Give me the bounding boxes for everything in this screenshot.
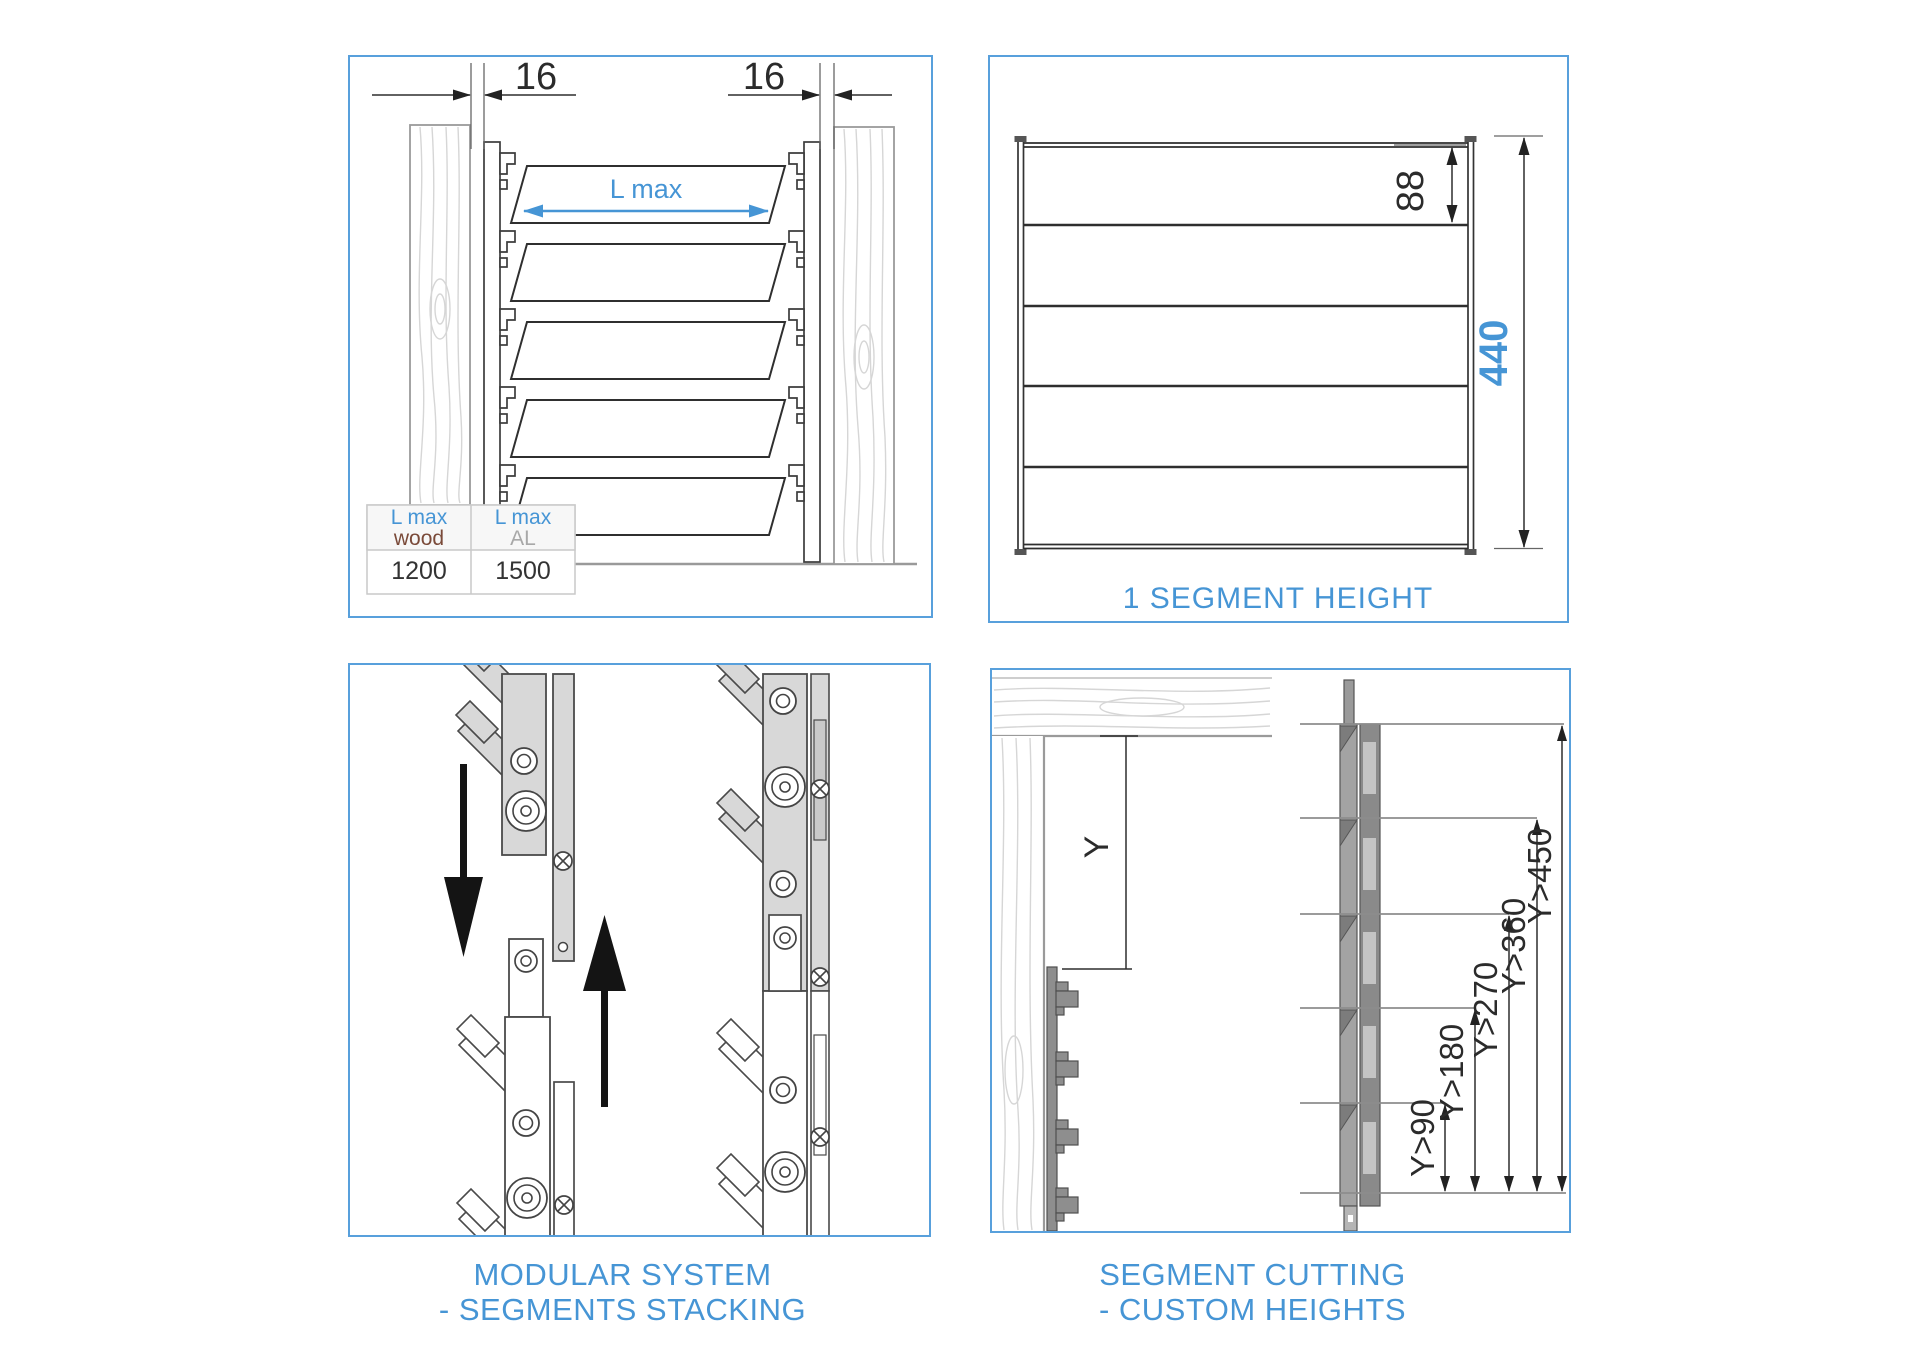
dim-y90-label: Y>90 <box>1404 1099 1441 1177</box>
dim-y-label: Y <box>1078 835 1116 859</box>
slat <box>511 244 785 301</box>
dim-y270-label: Y>270 <box>1467 961 1504 1059</box>
connector-pin <box>553 674 574 961</box>
panel-segment-cutting <box>990 668 1571 1233</box>
upper-rail-segment <box>456 665 574 961</box>
wood-post-left <box>410 125 470 505</box>
segment-cutting-caption-line1: SEGMENT CUTTING <box>1099 1257 1406 1292</box>
stack-up-arrow-icon <box>583 915 626 1107</box>
table-value-wood: 1200 <box>391 557 447 585</box>
dim-y360-label: Y>360 <box>1495 897 1532 995</box>
wood-post-right <box>834 127 894 564</box>
dimension-16-left <box>372 57 576 149</box>
dim-16-left-value: 16 <box>514 57 558 98</box>
mounting-rail-right <box>789 142 820 562</box>
lower-rail-segment <box>457 939 574 1235</box>
segmented-rail <box>1340 680 1380 1231</box>
dim-y450-label: Y>450 <box>1521 827 1558 925</box>
segment-elevation-drawing <box>990 57 1567 621</box>
segment-cutting-drawing <box>992 670 1569 1231</box>
table-header-lmax-wood: L max <box>390 506 448 529</box>
panel-louver-top-view <box>348 55 933 618</box>
segment-height-caption: 1 SEGMENT HEIGHT <box>1122 582 1434 615</box>
modular-system-caption-line1: MODULAR SYSTEM <box>473 1257 772 1292</box>
slat <box>511 322 785 379</box>
louver-top-view-drawing <box>350 57 931 616</box>
custom-height-dimensions <box>1404 726 1562 1191</box>
dimension-88 <box>1390 145 1466 222</box>
dim-y180-label: Y>180 <box>1433 1023 1470 1121</box>
panel-modular-system <box>348 663 931 1237</box>
table-value-al: 1500 <box>495 557 551 585</box>
lmax-label: L max <box>609 174 683 204</box>
dim-16-right-value: 16 <box>742 57 786 98</box>
wood-post <box>992 736 1044 1231</box>
dimension-440 <box>1472 136 1543 549</box>
mounting-rail-left <box>484 142 515 562</box>
table-header-lmax-al: L max <box>494 506 552 529</box>
joined-rail-stack <box>717 665 829 1235</box>
wood-beam <box>992 678 1272 736</box>
table-header-al: AL <box>510 527 536 550</box>
table-header-wood: wood <box>393 527 445 550</box>
stack-down-arrow-icon <box>444 764 483 957</box>
panel-segment-height <box>988 55 1569 623</box>
dim-440-value: 440 <box>1472 319 1516 387</box>
modular-system-caption <box>331 1257 914 1327</box>
dim-88-value: 88 <box>1390 169 1432 213</box>
cut-rail-on-post <box>1047 967 1078 1231</box>
y-dimension <box>1062 736 1138 969</box>
lmax-table <box>367 505 575 594</box>
slat <box>511 400 785 457</box>
segment-cutting-caption-line2: - CUSTOM HEIGHTS <box>1098 1292 1407 1327</box>
modular-system-caption-line2: - SEGMENTS STACKING <box>438 1292 807 1327</box>
louver-slats <box>511 166 785 535</box>
modular-stacking-drawing <box>350 665 929 1235</box>
segment-cutting-caption <box>962 1257 1543 1327</box>
